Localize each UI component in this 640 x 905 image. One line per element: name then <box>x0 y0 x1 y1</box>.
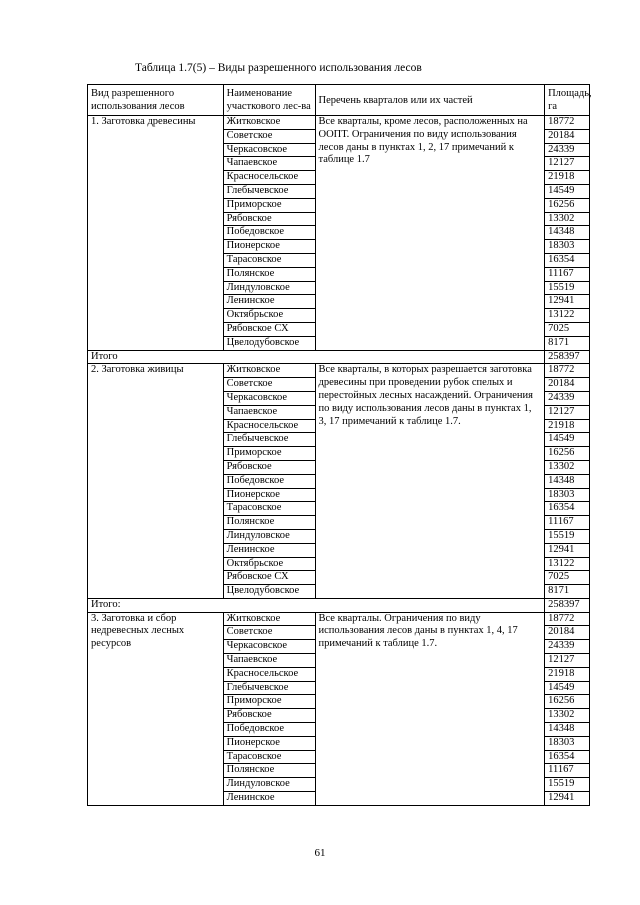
use-kind-cell: 3. Заготовка и сбор недревесных лесных ресурсов <box>88 612 224 805</box>
area-cell: 13302 <box>545 460 590 474</box>
total-label: Итого <box>88 350 545 364</box>
area-cell: 16256 <box>545 695 590 709</box>
forestry-name-cell: Тарасовское <box>223 502 315 516</box>
area-cell: 14348 <box>545 226 590 240</box>
area-cell: 8171 <box>545 585 590 599</box>
area-cell: 12127 <box>545 405 590 419</box>
area-cell: 12941 <box>545 543 590 557</box>
blocks-description-cell: Все кварталы, в которых разрешается заготовка древесины при проведении рубок спелых и перестойных лесных насаждений. Ограничения по виду использования лесов даны в пунктах 1, 3, 17 примечаний к таблице 1.7. <box>315 364 545 599</box>
forestry-name-cell: Ленинское <box>223 543 315 557</box>
use-kind-cell: 1. Заготовка древесины <box>88 116 224 351</box>
area-cell: 7025 <box>545 322 590 336</box>
forestry-name-cell: Глебычевское <box>223 433 315 447</box>
forestry-name-cell: Приморское <box>223 198 315 212</box>
total-value: 258397 <box>545 598 590 612</box>
area-cell: 12941 <box>545 295 590 309</box>
forestry-name-cell: Красносельское <box>223 171 315 185</box>
forestry-name-cell: Красносельское <box>223 667 315 681</box>
area-cell: 20184 <box>545 378 590 392</box>
forestry-name-cell: Чапаевское <box>223 405 315 419</box>
forestry-name-cell: Рябовское СХ <box>223 571 315 585</box>
area-cell: 24339 <box>545 143 590 157</box>
forestry-name-cell: Черкасовское <box>223 640 315 654</box>
forestry-name-cell: Тарасовское <box>223 253 315 267</box>
forestry-name-cell: Советское <box>223 626 315 640</box>
forestry-name-cell: Победовское <box>223 474 315 488</box>
total-row <box>88 350 590 364</box>
use-kind-cell: 2. Заготовка живицы <box>88 364 224 599</box>
total-value: 258397 <box>545 350 590 364</box>
header-blocks: Перечень кварталов или их частей <box>315 85 545 116</box>
forestry-name-cell: Победовское <box>223 226 315 240</box>
area-cell: 16354 <box>545 253 590 267</box>
area-cell: 18772 <box>545 612 590 626</box>
area-cell: 16354 <box>545 502 590 516</box>
area-cell: 14549 <box>545 184 590 198</box>
area-cell: 18303 <box>545 488 590 502</box>
area-cell: 21918 <box>545 667 590 681</box>
area-cell: 15519 <box>545 281 590 295</box>
blocks-description-cell: Все кварталы. Ограничения по виду использования лесов даны в пунктах 1, 4, 17 примечаний к таблице 1.7. <box>315 612 545 805</box>
forestry-name-cell: Ленинское <box>223 295 315 309</box>
area-cell: 16256 <box>545 198 590 212</box>
forestry-name-cell: Цвелодубовское <box>223 336 315 350</box>
blocks-description-cell: Все кварталы, кроме лесов, расположенных на ООПТ. Ограничения по виду использования лесов даны в пунктах 1, 2, 17 примечаний к таблице 1.7 <box>315 116 545 351</box>
header-name: Наименование участкового лес-ва <box>223 85 315 116</box>
area-cell: 18772 <box>545 116 590 130</box>
table-row <box>88 612 590 626</box>
forestry-name-cell: Рябовское СХ <box>223 322 315 336</box>
area-cell: 20184 <box>545 129 590 143</box>
forestry-name-cell: Полянское <box>223 267 315 281</box>
area-cell: 7025 <box>545 571 590 585</box>
area-cell: 11167 <box>545 516 590 530</box>
table-header-row <box>88 85 590 116</box>
forestry-name-cell: Советское <box>223 378 315 392</box>
area-cell: 15519 <box>545 529 590 543</box>
area-cell: 12941 <box>545 792 590 806</box>
area-cell: 21918 <box>545 171 590 185</box>
area-cell: 16354 <box>545 750 590 764</box>
area-cell: 24339 <box>545 391 590 405</box>
forestry-name-cell: Рябовское <box>223 709 315 723</box>
area-cell: 18303 <box>545 736 590 750</box>
area-cell: 13122 <box>545 309 590 323</box>
table-row <box>88 116 590 130</box>
forestry-name-cell: Пионерское <box>223 240 315 254</box>
area-cell: 14549 <box>545 681 590 695</box>
forestry-name-cell: Октябрьское <box>223 557 315 571</box>
total-label: Итого: <box>88 598 545 612</box>
area-cell: 12127 <box>545 654 590 668</box>
table-caption: Таблица 1.7(5) – Виды разрешенного использования лесов <box>135 62 422 74</box>
area-cell: 13122 <box>545 557 590 571</box>
forestry-name-cell: Октябрьское <box>223 309 315 323</box>
area-cell: 16256 <box>545 447 590 461</box>
forest-use-table <box>87 84 590 806</box>
table-row <box>88 364 590 378</box>
forestry-name-cell: Линдуловское <box>223 281 315 295</box>
forestry-name-cell: Красносельское <box>223 419 315 433</box>
area-cell: 14549 <box>545 433 590 447</box>
area-cell: 18772 <box>545 364 590 378</box>
forestry-name-cell: Приморское <box>223 447 315 461</box>
forestry-name-cell: Житковское <box>223 612 315 626</box>
area-cell: 24339 <box>545 640 590 654</box>
forestry-name-cell: Советское <box>223 129 315 143</box>
forestry-name-cell: Полянское <box>223 516 315 530</box>
area-cell: 15519 <box>545 778 590 792</box>
forestry-name-cell: Пионерское <box>223 736 315 750</box>
header-area: Площадь, га <box>545 85 590 116</box>
forestry-name-cell: Линдуловское <box>223 529 315 543</box>
forestry-name-cell: Победовское <box>223 723 315 737</box>
forestry-name-cell: Приморское <box>223 695 315 709</box>
area-cell: 21918 <box>545 419 590 433</box>
area-cell: 20184 <box>545 626 590 640</box>
forestry-name-cell: Пионерское <box>223 488 315 502</box>
forestry-name-cell: Цвелодубовское <box>223 585 315 599</box>
forestry-name-cell: Глебычевское <box>223 681 315 695</box>
forestry-name-cell: Чапаевское <box>223 157 315 171</box>
table-body <box>88 116 590 806</box>
area-cell: 11167 <box>545 764 590 778</box>
area-cell: 18303 <box>545 240 590 254</box>
forestry-name-cell: Чапаевское <box>223 654 315 668</box>
area-cell: 13302 <box>545 709 590 723</box>
forestry-name-cell: Тарасовское <box>223 750 315 764</box>
forestry-name-cell: Черкасовское <box>223 391 315 405</box>
area-cell: 13302 <box>545 212 590 226</box>
total-row <box>88 598 590 612</box>
forestry-name-cell: Линдуловское <box>223 778 315 792</box>
forestry-name-cell: Глебычевское <box>223 184 315 198</box>
forestry-name-cell: Рябовское <box>223 212 315 226</box>
forestry-name-cell: Житковское <box>223 364 315 378</box>
area-cell: 12127 <box>545 157 590 171</box>
area-cell: 14348 <box>545 474 590 488</box>
forestry-name-cell: Полянское <box>223 764 315 778</box>
area-cell: 14348 <box>545 723 590 737</box>
area-cell: 11167 <box>545 267 590 281</box>
page-number: 61 <box>314 847 326 859</box>
forestry-name-cell: Рябовское <box>223 460 315 474</box>
forestry-name-cell: Ленинское <box>223 792 315 806</box>
forestry-name-cell: Житковское <box>223 116 315 130</box>
area-cell: 8171 <box>545 336 590 350</box>
header-kind: Вид разрешенного использования лесов <box>88 85 224 116</box>
forestry-name-cell: Черкасовское <box>223 143 315 157</box>
